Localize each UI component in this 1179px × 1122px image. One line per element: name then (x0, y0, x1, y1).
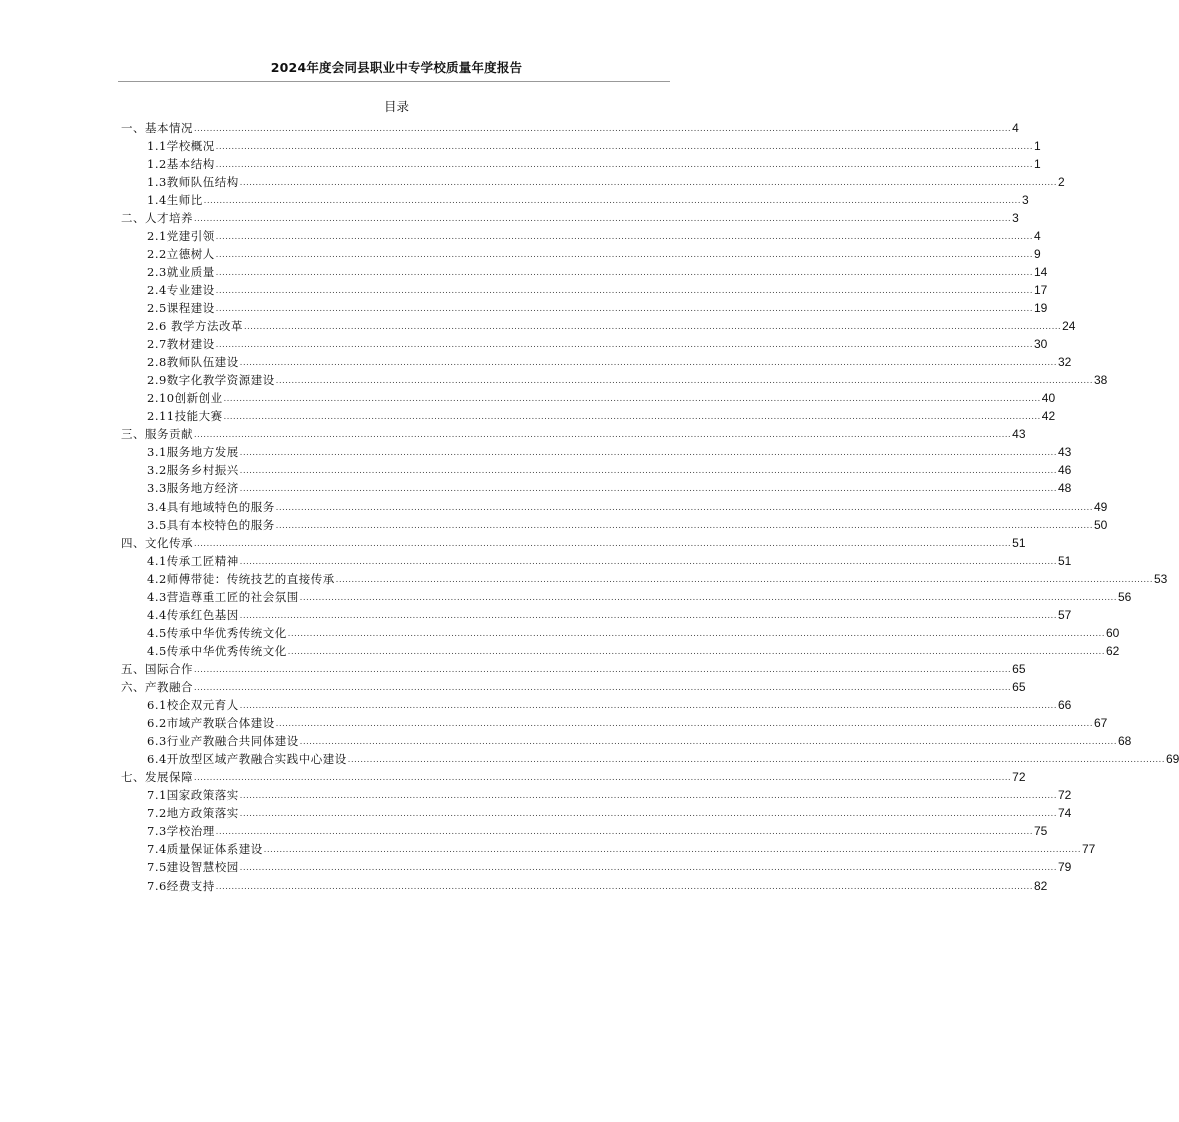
toc-page-number: 42 (1041, 409, 1056, 424)
toc-dot-leader: .................................................................................................................................................................................................................................................................... (194, 683, 1012, 692)
toc-section-entry[interactable] (121, 370, 1108, 388)
toc-entry-title: 2.10创新创业 (147, 391, 223, 406)
toc-section-entry[interactable] (121, 280, 1048, 298)
toc-entry-title: 7.1国家政策落实 (147, 788, 239, 803)
toc-dot-leader: .................................................................................................................................................................................................................................................................... (215, 249, 1033, 259)
toc-title: 目录 (383, 99, 409, 114)
toc-entry-title: 4.5传承中华优秀传统文化 (147, 643, 287, 658)
toc-entry-title: 7.3学校治理 (147, 824, 215, 839)
toc-section-entry[interactable] (121, 587, 1132, 605)
toc-page-number: 60 (1105, 625, 1120, 640)
toc-page-number: 48 (1057, 481, 1072, 496)
toc-page-number: 65 (1012, 680, 1026, 694)
toc-dot-leader: .................................................................................................................................................................................................................................................................... (239, 448, 1057, 458)
toc-entry-title: 1.3教师队伍结构 (147, 174, 239, 189)
toc-page-number: 46 (1057, 463, 1072, 478)
toc-entry-title: 3.3服务地方经济 (147, 481, 239, 496)
toc-entry-title: 6.2市域产教联合体建设 (147, 716, 275, 731)
toc-chapter-entry[interactable] (121, 767, 1026, 785)
toc-section-entry[interactable] (121, 803, 1072, 821)
toc-entry-title: 7.6经费支持 (147, 878, 215, 893)
toc-entry-title: 6.4开放型区域产教融合实践中心建设 (147, 752, 347, 767)
toc-page-number: 77 (1081, 842, 1096, 857)
toc-section-entry[interactable] (121, 749, 1179, 767)
toc-section-entry[interactable] (121, 496, 1108, 514)
toc-dot-leader: .................................................................................................................................................................................................................................................................... (239, 791, 1057, 801)
toc-entry-title: 3.2服务乡村振兴 (147, 463, 239, 478)
toc-dot-leader: .................................................................................................................................................................................................................................................................... (215, 304, 1033, 314)
toc-entry-title: 3.1服务地方发展 (147, 445, 239, 460)
toc-page-number: 68 (1117, 734, 1132, 749)
toc-page-number: 43 (1057, 445, 1072, 460)
toc-section-entry[interactable] (121, 478, 1072, 496)
toc-dot-leader: .................................................................................................................................................................................................................................................................... (239, 701, 1057, 711)
toc-dot-leader: .................................................................................................................................................................................................................................................................... (275, 719, 1093, 729)
toc-section-entry[interactable] (121, 641, 1120, 659)
toc-page-number: 3 (1012, 210, 1019, 225)
toc-entry-title: 2.1党建引领 (147, 228, 215, 243)
toc-dot-leader: .................................................................................................................................................................................................................................................................... (287, 646, 1105, 656)
toc-section-entry[interactable] (121, 172, 1065, 190)
toc-dot-leader: .................................................................................................................................................................................................................................................................... (215, 285, 1033, 295)
toc-page-number: 72 (1012, 770, 1026, 785)
toc-dot-leader: .................................................................................................................................................................................................................................................................... (239, 610, 1057, 620)
toc-page-number: 1 (1033, 138, 1041, 153)
toc-section-entry[interactable] (121, 262, 1048, 280)
toc-entry-title: 2.9数字化教学资源建设 (147, 373, 275, 388)
toc-dot-leader: .................................................................................................................................................................................................................................................................... (239, 466, 1057, 476)
toc-chapter-entry[interactable] (121, 424, 1026, 442)
toc-section-entry[interactable] (121, 406, 1056, 424)
toc-dot-leader: .................................................................................................................................................................................................................................................................... (335, 574, 1153, 584)
toc-dot-leader: .................................................................................................................................................................................................................................................................... (215, 231, 1033, 241)
toc-chapter-entry[interactable] (121, 533, 1026, 551)
toc-page-number: 9 (1033, 246, 1041, 261)
toc-dot-leader: .................................................................................................................................................................................................................................................................... (275, 502, 1093, 512)
toc-section-entry[interactable] (121, 226, 1041, 244)
toc-dot-leader: .................................................................................................................................................................................................................................................................... (215, 141, 1033, 151)
toc-section-entry[interactable] (121, 298, 1048, 316)
toc-chapter-entry[interactable] (121, 677, 1026, 695)
page-header-title: 2024年度会同县职业中专学校质量年度报告 (270, 60, 523, 75)
toc-dot-leader: .................................................................................................................................................................................................................................................................... (243, 322, 1062, 332)
toc-entry-title: 2.11技能大赛 (147, 409, 223, 424)
toc-page-number: 17 (1033, 282, 1048, 297)
toc-page-number: 24 (1062, 319, 1076, 334)
toc-dot-leader: .................................................................................................................................................................................................................................................................... (347, 755, 1165, 765)
toc-entry-title: 2.3就业质量 (147, 264, 215, 279)
toc-entry-title: 四、文化传承 (121, 535, 193, 550)
toc-section-entry[interactable] (121, 334, 1048, 352)
toc-page-number: 66 (1057, 698, 1072, 713)
toc-page-number: 69 (1165, 752, 1179, 767)
toc-entry-title: 三、服务贡献 (121, 427, 193, 442)
toc-section-entry[interactable] (121, 154, 1041, 172)
toc-page-number: 75 (1033, 824, 1048, 839)
toc-dot-leader: .................................................................................................................................................................................................................................................................... (239, 484, 1057, 494)
toc-page-number: 56 (1117, 589, 1132, 604)
toc-page-number: 4 (1012, 120, 1019, 135)
toc-section-entry[interactable] (121, 352, 1072, 370)
toc-dot-leader: .................................................................................................................................................................................................................................................................... (215, 340, 1033, 350)
toc-page-number: 32 (1057, 355, 1072, 370)
toc-entry-title: 4.5传承中华优秀传统文化 (147, 625, 287, 640)
toc-page-number: 19 (1033, 301, 1048, 316)
toc-page-number: 3 (1021, 192, 1029, 207)
toc-section-entry[interactable] (121, 839, 1096, 857)
toc-entry-title: 7.4质量保证体系建设 (147, 842, 263, 857)
toc-section-entry[interactable] (121, 731, 1132, 749)
toc-page-number: 1 (1033, 156, 1041, 171)
toc-dot-leader: .................................................................................................................................................................................................................................................................... (239, 177, 1057, 187)
toc-entry-title: 2.2立德树人 (147, 246, 215, 261)
toc-entry-title: 六、产教融合 (121, 680, 193, 694)
toc-entry-title: 五、国际合作 (121, 661, 193, 676)
toc-entry-title: 4.4传承红色基因 (147, 607, 239, 622)
toc-entry-title: 1.4生师比 (147, 192, 203, 207)
toc-chapter-entry[interactable] (121, 208, 1019, 226)
toc-dot-leader: .................................................................................................................................................................................................................................................................... (223, 394, 1041, 404)
toc-entry-title: 4.1传承工匠精神 (147, 553, 239, 568)
toc-section-entry[interactable] (121, 569, 1168, 587)
toc-dot-leader: .................................................................................................................................................................................................................................................................... (239, 863, 1057, 873)
toc-entry-title: 1.2基本结构 (147, 156, 215, 171)
toc-chapter-entry[interactable] (121, 118, 1019, 136)
toc-entry-title: 4.2师傅带徒：传统技艺的直接传承 (147, 571, 335, 586)
toc-page-number: 49 (1093, 499, 1108, 514)
toc-page-number: 62 (1105, 643, 1120, 658)
toc-entry-title: 2.7教材建设 (147, 337, 215, 352)
toc-dot-leader: .................................................................................................................................................................................................................................................................... (239, 809, 1057, 819)
toc-page-number: 14 (1033, 264, 1048, 279)
toc-entry-title: 一、基本情况 (121, 120, 193, 135)
toc-entry-title: 3.4具有地域特色的服务 (147, 499, 275, 514)
toc-entry-title: 2.5课程建设 (147, 301, 215, 316)
toc-chapter-entry[interactable] (121, 659, 1026, 677)
toc-dot-leader: .................................................................................................................................................................................................................................................................... (275, 376, 1093, 386)
toc-section-entry[interactable] (121, 605, 1072, 623)
toc-section-entry[interactable] (121, 695, 1072, 713)
toc-page-number: 51 (1012, 535, 1026, 550)
header-rule (118, 81, 670, 82)
toc-dot-leader: .................................................................................................................................................................................................................................................................... (299, 592, 1117, 602)
toc-section-entry[interactable] (121, 713, 1108, 731)
toc-entry-title: 2.6 教学方法改革 (147, 319, 243, 334)
toc-dot-leader: .................................................................................................................................................................................................................................................................... (194, 213, 1012, 223)
toc-dot-leader: .................................................................................................................................................................................................................................................................... (215, 827, 1033, 837)
toc-section-entry[interactable] (121, 316, 1076, 334)
toc-entry-title: 6.3行业产教融合共同体建设 (147, 734, 299, 749)
toc-dot-leader: .................................................................................................................................................................................................................................................................... (194, 123, 1012, 133)
toc-section-entry[interactable] (121, 875, 1048, 893)
toc-page-number: 30 (1033, 337, 1048, 352)
toc-section-entry[interactable] (121, 388, 1056, 406)
toc-page-number: 74 (1057, 806, 1072, 821)
toc-section-entry[interactable] (121, 244, 1041, 262)
toc-section-entry[interactable] (121, 857, 1072, 875)
toc-entry-title: 4.3营造尊重工匠的社会氛围 (147, 589, 299, 604)
toc-page-number: 50 (1093, 517, 1108, 532)
toc-dot-leader: .................................................................................................................................................................................................................................................................... (203, 195, 1021, 205)
toc-page-number: 38 (1093, 373, 1108, 388)
toc-dot-leader: .................................................................................................................................................................................................................................................................... (215, 267, 1033, 277)
toc-dot-leader: .................................................................................................................................................................................................................................................................... (287, 628, 1105, 638)
toc-dot-leader: .................................................................................................................................................................................................................................................................... (239, 358, 1057, 368)
toc-dot-leader: .................................................................................................................................................................................................................................................................... (194, 430, 1012, 440)
toc-section-entry[interactable] (121, 551, 1072, 569)
toc-page-number: 72 (1057, 788, 1072, 803)
toc-page-number: 65 (1012, 661, 1026, 676)
toc-page-number: 4 (1033, 228, 1041, 243)
toc-section-entry[interactable] (121, 460, 1072, 478)
toc-section-entry[interactable] (121, 785, 1072, 803)
toc-page-number: 82 (1033, 878, 1048, 893)
toc-entry-title: 1.1学校概况 (147, 138, 215, 153)
toc-dot-leader: .................................................................................................................................................................................................................................................................... (194, 664, 1012, 674)
toc-dot-leader: .................................................................................................................................................................................................................................................................... (299, 737, 1117, 747)
toc-entry-title: 3.5具有本校特色的服务 (147, 517, 275, 532)
toc-section-entry[interactable] (121, 821, 1048, 839)
toc-dot-leader: .................................................................................................................................................................................................................................................................... (194, 773, 1012, 783)
toc-dot-leader: .................................................................................................................................................................................................................................................................... (223, 412, 1041, 422)
toc-section-entry[interactable] (121, 190, 1029, 208)
toc-section-entry[interactable] (121, 136, 1041, 154)
toc-page-number: 51 (1057, 553, 1072, 568)
toc-page-number: 79 (1057, 860, 1072, 875)
toc-dot-leader: .................................................................................................................................................................................................................................................................... (215, 159, 1033, 169)
toc-entry-title: 二、人才培养 (121, 210, 193, 225)
toc-entry-title: 2.8教师队伍建设 (147, 355, 239, 370)
toc-dot-leader: .................................................................................................................................................................................................................................................................... (194, 538, 1012, 548)
table-of-contents (121, 118, 1179, 894)
toc-entry-title: 7.2地方政策落实 (147, 806, 239, 821)
toc-dot-leader: .................................................................................................................................................................................................................................................................... (275, 520, 1093, 530)
toc-page-number: 53 (1153, 571, 1168, 586)
toc-page-number: 2 (1057, 174, 1065, 189)
toc-section-entry[interactable] (121, 442, 1072, 460)
toc-page-number: 43 (1012, 427, 1026, 442)
toc-dot-leader: .................................................................................................................................................................................................................................................................... (239, 556, 1057, 566)
toc-section-entry[interactable] (121, 623, 1120, 641)
toc-entry-title: 七、发展保障 (121, 770, 193, 785)
toc-dot-leader: .................................................................................................................................................................................................................................................................... (263, 845, 1081, 855)
toc-page-number: 57 (1057, 607, 1072, 622)
toc-section-entry[interactable] (121, 515, 1108, 533)
toc-page-number: 40 (1041, 391, 1056, 406)
toc-entry-title: 2.4专业建设 (147, 282, 215, 297)
toc-entry-title: 6.1校企双元育人 (147, 698, 239, 713)
toc-page-number: 67 (1093, 716, 1108, 731)
toc-entry-title: 7.5建设智慧校园 (147, 860, 239, 875)
toc-dot-leader: .................................................................................................................................................................................................................................................................... (215, 881, 1033, 891)
